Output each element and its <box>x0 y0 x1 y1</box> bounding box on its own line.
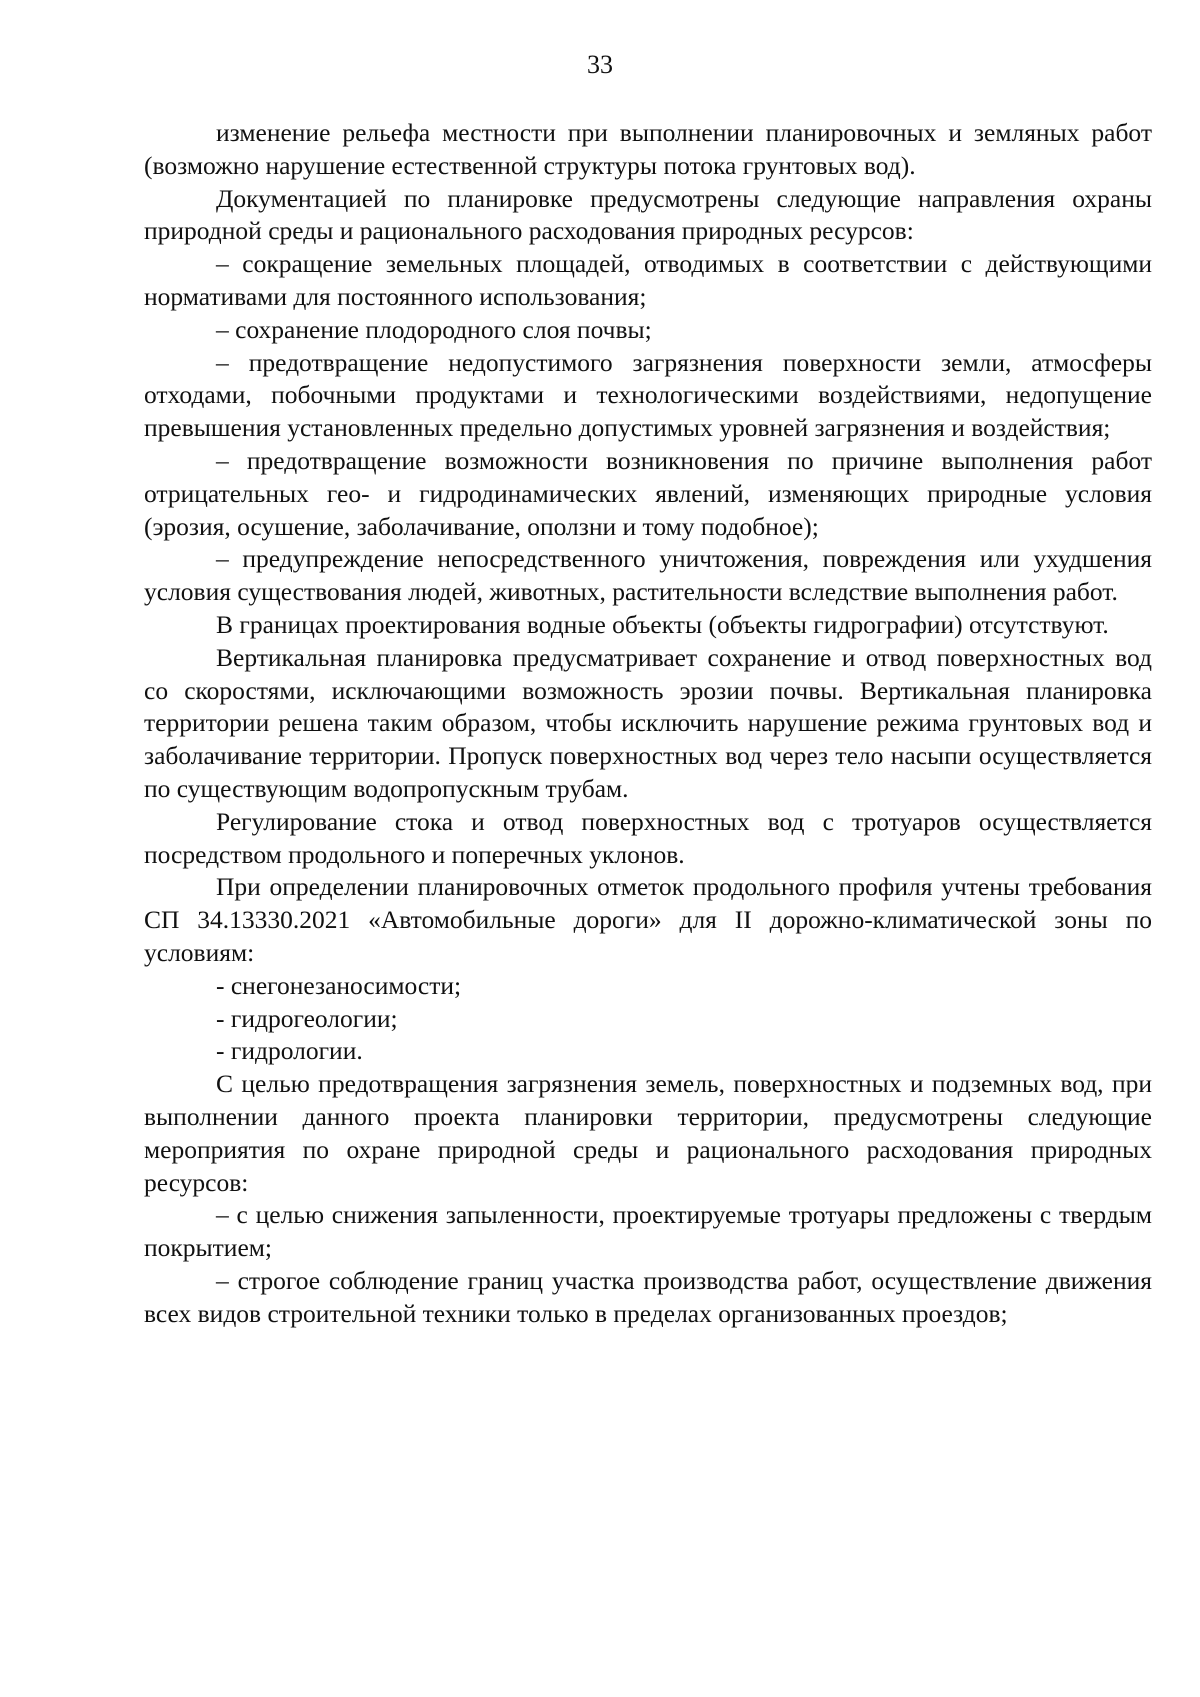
list-item-snow: - снегонезаносимости; <box>216 970 462 1000</box>
paragraph-relief-change: изменение рельефа местности при выполнении планировочных и земляных работ (возможно нарушение естественной структуры потока грунтовых вод). <box>144 118 1152 180</box>
paragraph-profile-requirements: При определении планировочных отметок продольного профиля учтены требования СП 34.13330.2021 «Автомобильные дороги» для II дорожно-климатической зоны по условиям: <box>144 872 1152 967</box>
list-item-soil-preservation: – сохранение плодородного слоя почвы; <box>216 314 652 344</box>
list-item-pollution-prevention: – предотвращение недопустимого загрязнения поверхности земли, атмосферы отходами, побочными продуктами и технологическими воздействиями, недопущение превышения установленных предельно допустимых уровней загрязнения и воздействия; <box>144 347 1152 443</box>
paragraph-water-bodies: В границах проектирования водные объекты (объекты гидрографии) отсутствуют. <box>216 609 1109 639</box>
paragraph-protection-directions: Документацией по планировке предусмотрены следующие направления охраны природной среды и рационального расходования природных ресурсов: <box>144 183 1152 246</box>
paragraph-vertical-planning: Вертикальная планировка предусматривает сохранение и отвод поверхностных вод со скоростями, исключающими возможность эрозии почвы. Вертикальная планировка территории решена таким образом, чтобы исключить нарушение режима грунтовых вод и заболачивание территории. Пропуск поверхностных вод через тело насыпи осуществляется по существующим водопропускным трубам. <box>144 642 1152 803</box>
page-number: 33 <box>587 50 613 79</box>
list-item-dust-reduction: – с целью снижения запыленности, проектируемые тротуары предложены с твердым покрытием; <box>144 1200 1152 1263</box>
page-body <box>144 117 1152 1330</box>
list-item-hydrogeology: - гидрогеологии; <box>216 1003 398 1033</box>
list-item-damage-prevention: – предупреждение непосредственного уничтожения, повреждения или ухудшения условия существования людей, животных, растительности вследствие выполнения работ. <box>144 544 1152 607</box>
paragraph-pollution-measures: С целью предотвращения загрязнения земель, поверхностных и подземных вод, при выполнении данного проекта планировки территории, предусмотрены следующие мероприятия по охране природной среды и рационального расходования природных ресурсов: <box>144 1069 1152 1197</box>
list-item-site-boundaries: – строгое соблюдение границ участка производства работ, осуществление движения всех видов строительной техники только в пределах организованных проездов; <box>144 1265 1152 1328</box>
list-item-hydrology: - гидрологии. <box>216 1036 363 1066</box>
paragraph-runoff-regulation: Регулирование стока и отвод поверхностных вод с тротуаров осуществляется посредством продольного и поперечных уклонов. <box>144 806 1152 869</box>
list-item-land-reduction: – сокращение земельных площадей, отводимых в соответствии с действующими нормативами для постоянного использования; <box>144 249 1152 311</box>
list-item-hydrodynamic-prevention: – предотвращение возможности возникновения по причине выполнения работ отрицательных гео- и гидродинамических явлений, изменяющих природные условия (эрозия, осушение, заболачивание, оползни и тому подобное); <box>144 445 1152 541</box>
